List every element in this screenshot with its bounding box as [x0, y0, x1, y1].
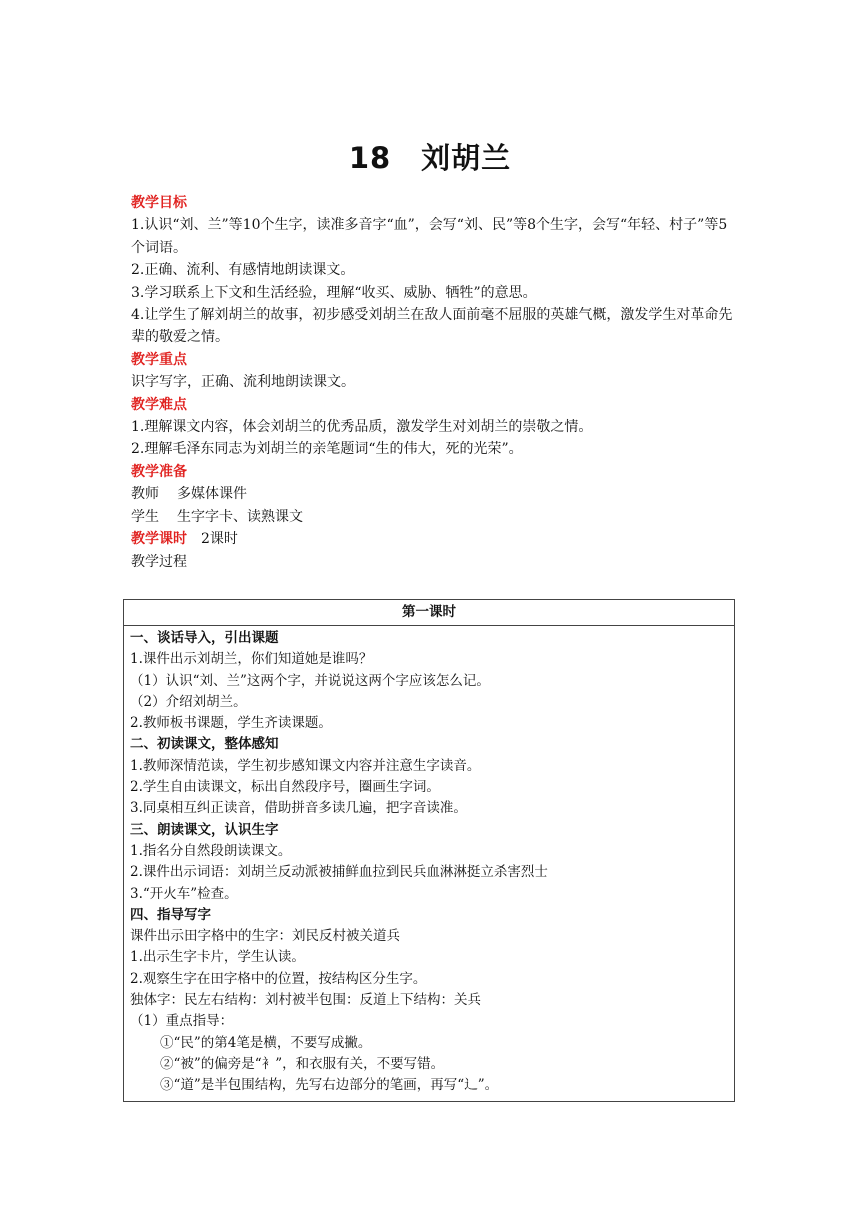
section-title: 三、朗读课文，认识生字: [130, 821, 279, 838]
section-line: 2.学生自由读课文，标出自然段序号，圈画生字词。: [130, 779, 440, 796]
section-line: 2.课件出示词语：刘胡兰反动派被捕鲜血拉到民兵血淋淋挺立杀害烈士: [130, 864, 548, 881]
section-line: 3.“开火车”检查。: [130, 885, 238, 902]
objective-item: 4.让学生了解刘胡兰的故事，初步感受刘胡兰在敌人面前毫不屈服的英雄气概，激发学生对革命先辈的敬爱之情。: [131, 307, 733, 346]
section-line: （1）重点指导：: [130, 1013, 234, 1030]
section-sub-line: ②“被”的偏旁是“衤”，和衣服有关，不要写错。: [160, 1055, 445, 1072]
section-sub-line: ③“道”是半包围结构，先写右边部分的笔画，再写“辶”。: [160, 1077, 499, 1094]
section-sub-line: ①“民”的第4笔是横，不要写成撇。: [160, 1034, 372, 1051]
periods-row: [131, 528, 735, 550]
lesson-table-header: 第一课时: [124, 600, 734, 626]
section-line: （2）介绍刘胡兰。: [130, 693, 247, 710]
objective-item: 2.正确、流利、有感情地朗读课文。: [131, 262, 355, 279]
preparation-teacher: [131, 483, 735, 505]
preparation-student-label: 学生: [131, 508, 159, 525]
section-title: 二、初读课文，整体感知: [130, 736, 279, 753]
section-line: 1.出示生字卡片，学生认读。: [130, 949, 305, 966]
process-label: 教学过程: [131, 553, 187, 570]
section-line: 1.课件出示刘胡兰，你们知道她是谁吗？: [130, 651, 373, 668]
section-line: 1.指名分自然段朗读课文。: [130, 842, 292, 859]
page-title: 18 刘胡兰: [348, 141, 512, 175]
section-line: 1.教师深情范读，学生初步感知课文内容并注意生字读音。: [130, 757, 481, 774]
preparation-teacher-label: 教师: [131, 486, 159, 503]
lesson-table: [123, 599, 735, 1102]
objective-item: 1.认识“刘、兰”等10个生字，读准多音字“血”，会写“刘、民”等8个生字，会写“年轻、村子”等5个词语。: [131, 217, 728, 256]
lesson-table-body: [124, 626, 734, 1097]
lesson-plan-intro: [131, 192, 735, 573]
section-title: 一、谈话导入，引出课题: [130, 630, 279, 646]
difficulty-item: 1.理解课文内容，体会刘胡兰的优秀品质，激发学生对刘胡兰的崇敬之情。: [131, 419, 593, 436]
objectives-heading: 教学目标: [131, 195, 187, 211]
periods-value: 2课时: [201, 531, 238, 548]
difficulty-item: 2.理解毛泽东同志为刘胡兰的亲笔题词“生的伟大，死的光荣”。: [131, 441, 523, 458]
periods-heading: 教学课时: [131, 531, 187, 548]
objective-item: 3.学习联系上下文和生活经验，理解“收买、威胁、牺牲”的意思。: [131, 284, 537, 301]
key-point-item: 识字写字，正确、流利地朗读课文。: [131, 374, 355, 391]
section-line: 2.教师板书课题，学生齐读课题。: [130, 715, 332, 732]
preparation-student-value: 生字字卡、读熟课文: [177, 508, 303, 525]
section-line: 独体字：民左右结构：刘村被半包围：反道上下结构：关兵: [130, 992, 481, 1009]
preparation-teacher-value: 多媒体课件: [177, 486, 247, 503]
section-line: 3.同桌相互纠正读音，借助拼音多读几遍，把字音读准。: [130, 800, 467, 817]
section-line: （1）认识“刘、兰”这两个字，并说说这两个字应该怎么记。: [130, 672, 490, 689]
preparation-heading: 教学准备: [131, 463, 187, 480]
section-line: 2.观察生字在田字格中的位置，按结构区分生字。: [130, 970, 427, 987]
section-title: 四、指导写字: [130, 906, 211, 923]
section-line: 课件出示田字格中的生字：刘民反村被关道兵: [130, 928, 400, 945]
preparation-student: [131, 506, 735, 528]
difficulties-heading: 教学难点: [131, 396, 187, 413]
key-points-heading: 教学重点: [131, 351, 187, 368]
